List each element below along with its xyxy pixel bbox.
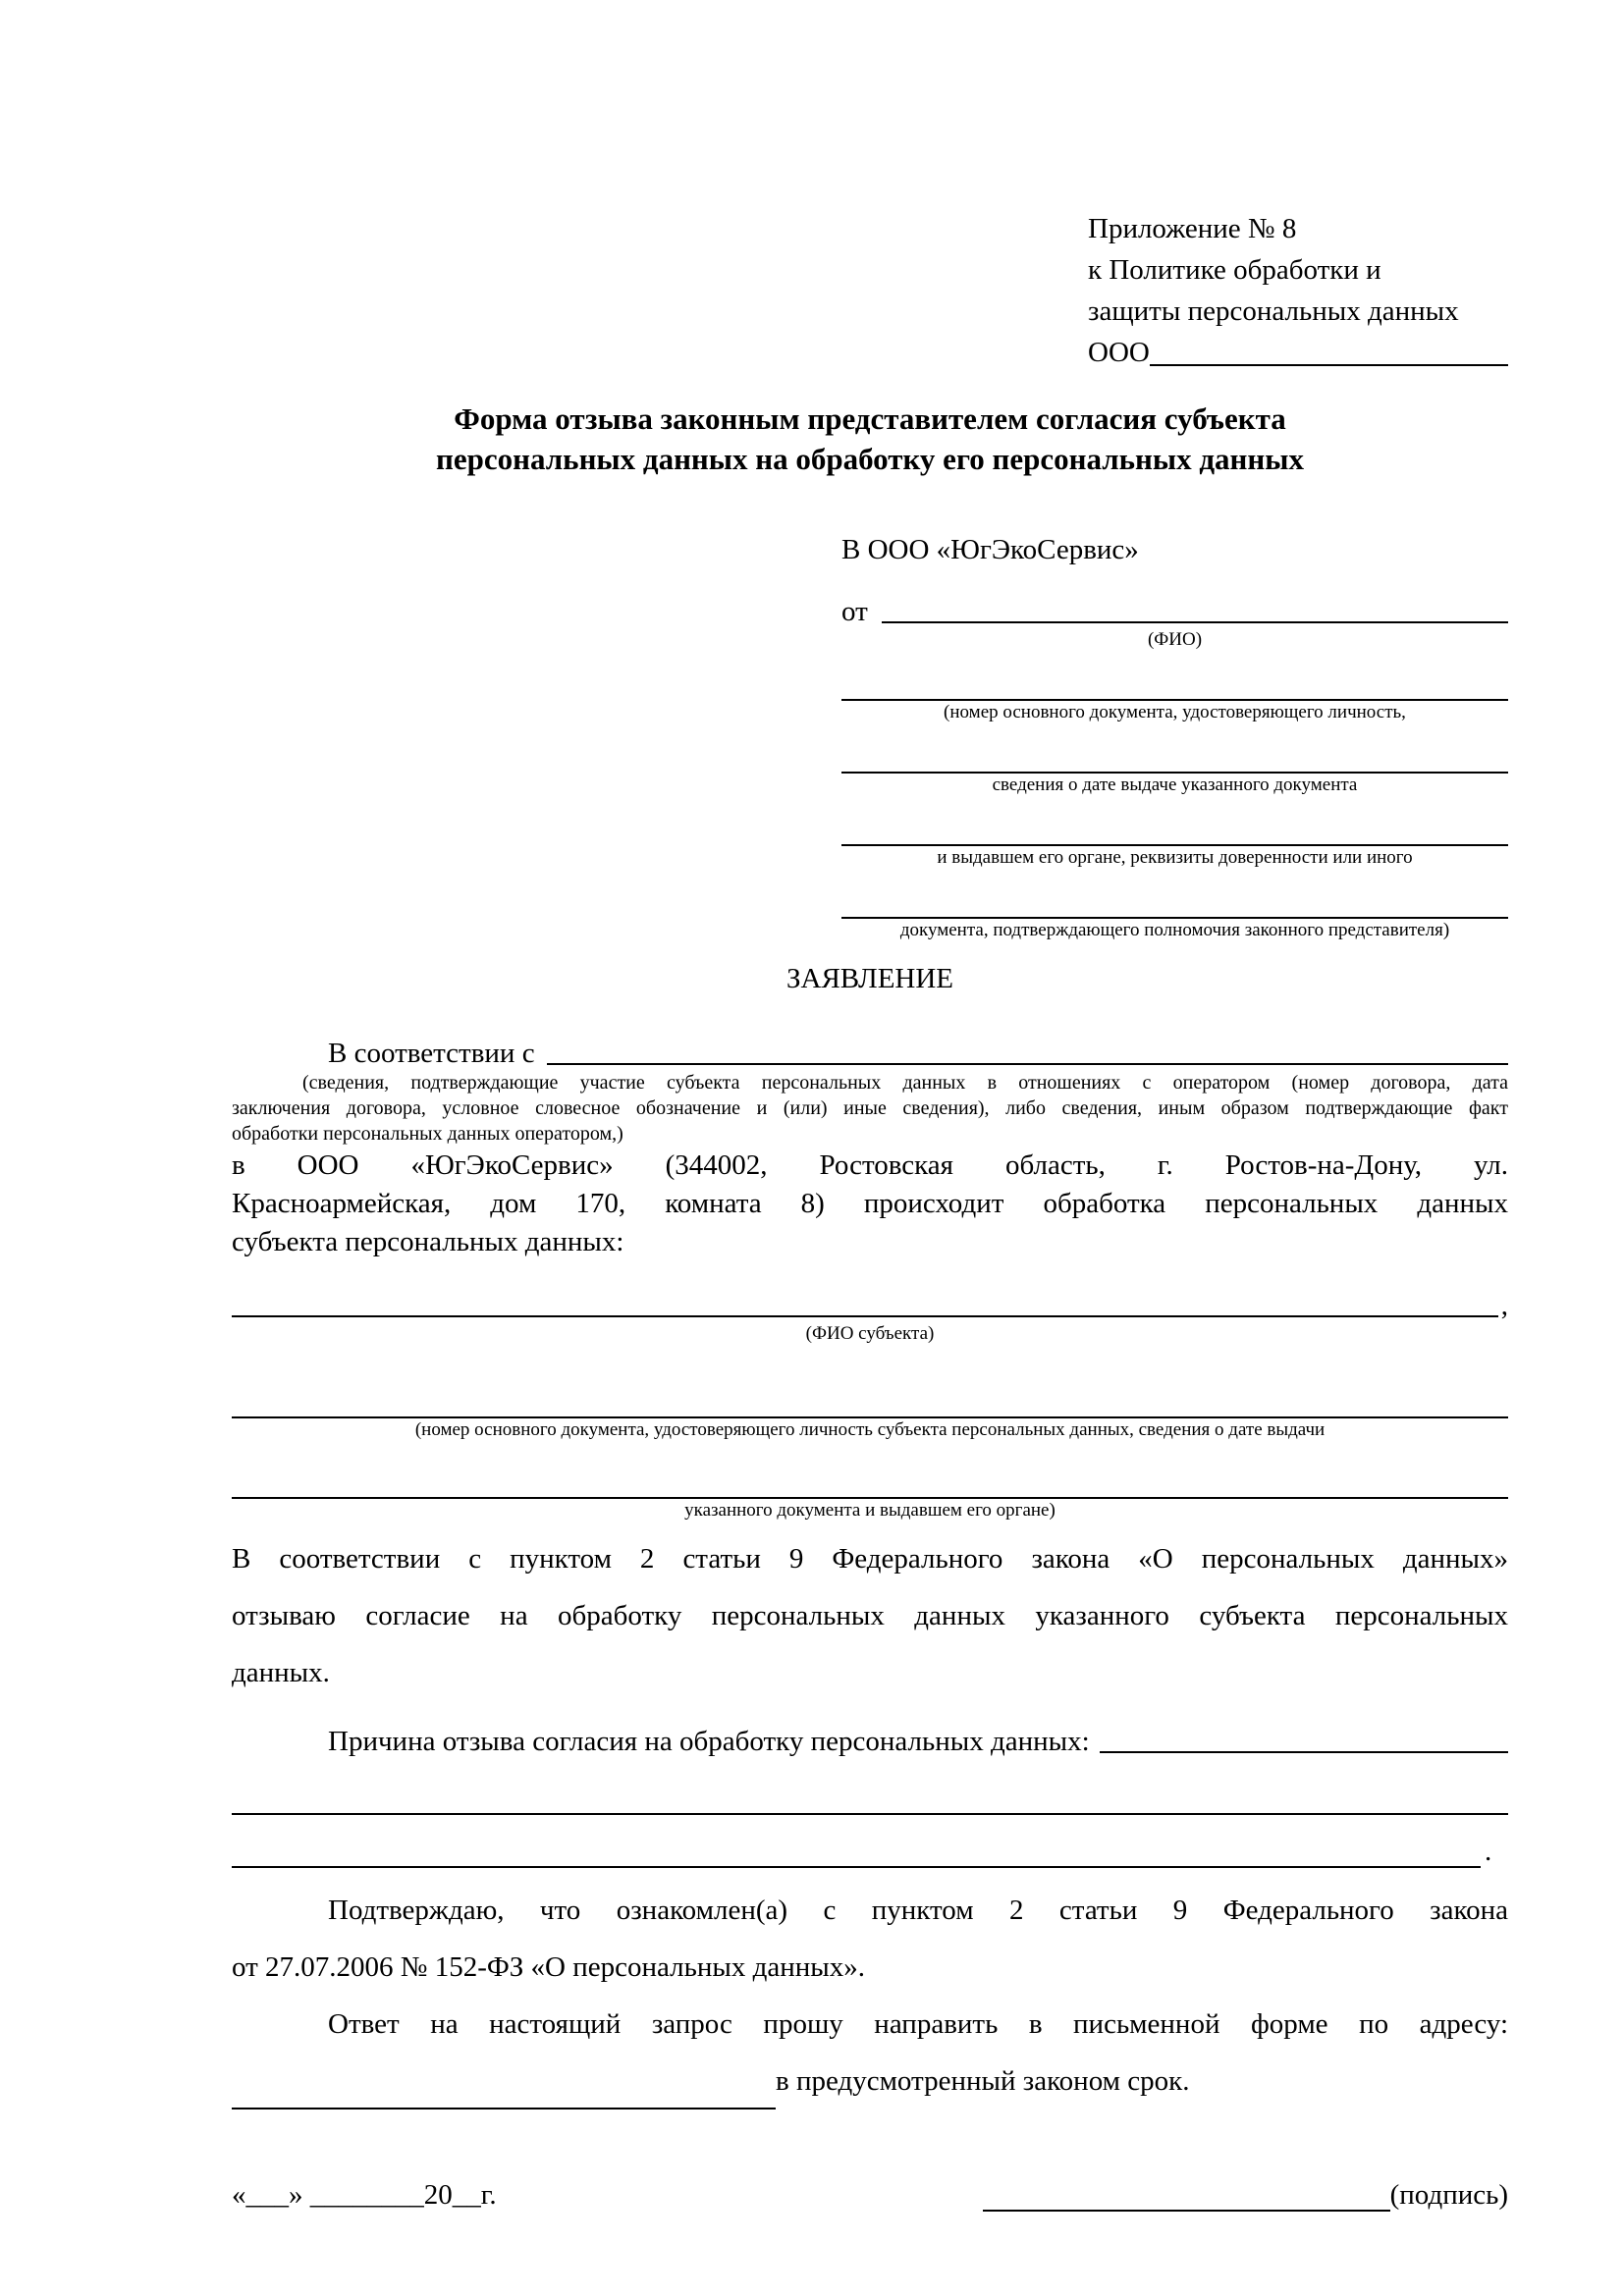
reply-line: Ответ на настоящий запрос прошу направить в письменной форме по адресу: [328, 2008, 1508, 2040]
document-title [232, 399, 1508, 479]
operator-paragraph [232, 1147, 1508, 1261]
representative-doc-field [841, 801, 1508, 870]
basis-caption-line: (сведения, подтверждающие участие субъекта персональных данных в отношениях с оператором (номер договора, дата [302, 1072, 1508, 1094]
representative-doc-field [841, 874, 1508, 942]
reply-address-blank-line [232, 2056, 776, 2109]
reply-suffix: в предусмотренный законом срок. [776, 2065, 1190, 2097]
period: . [1485, 1836, 1492, 1867]
annex-line: защиты персональных данных [1088, 295, 1459, 327]
from-label: от [841, 596, 868, 627]
operator-line: субъекта персональных данных: [232, 1226, 624, 1257]
annex-org-row [1088, 332, 1508, 373]
field-blank-line [232, 1373, 1508, 1418]
withdrawal-paragraph [232, 1530, 1508, 1701]
reply-paragraph [232, 1996, 1508, 2109]
operator-line: Красноармейская, дом 170, комната 8) происходит обработка персональных данных [232, 1188, 1508, 1219]
withdrawal-line: В соответствии с пунктом 2 статьи 9 Федерального закона «О персональных данных» [232, 1543, 1508, 1575]
footer-row [232, 2174, 1508, 2212]
field-blank-line [841, 728, 1508, 774]
annex-block [1088, 208, 1508, 373]
subject-doc-field [232, 1373, 1508, 1442]
from-row [841, 585, 1508, 628]
field-blank-line [841, 656, 1508, 701]
representative-doc-field [841, 656, 1508, 724]
reason-row [232, 1701, 1508, 1758]
field-caption: и выдавшем его органе, реквизиты доверенности или иного [937, 847, 1413, 868]
addressee-to: В ООО «ЮгЭкоСервис» [841, 534, 1139, 565]
subject-fio-caption: (ФИО субъекта) [805, 1323, 935, 1344]
reason-extra-blank-line [232, 1758, 1508, 1815]
signature-blank-line [983, 2174, 1390, 2212]
annex-line: Приложение № 8 [1088, 213, 1297, 244]
reason-extra-blank-line [232, 1813, 1481, 1868]
field-caption: документа, подтверждающего полномочия законного представителя) [899, 920, 1450, 940]
basis-caption-line: заключения договора, условное словесное обозначение и (или) иные сведения), либо сведения, иным образом подтверждающие факт [232, 1097, 1508, 1119]
accordance-row [232, 1027, 1508, 1070]
accordance-prefix: В соответствии с [328, 1038, 535, 1069]
addressee-block [841, 532, 1508, 942]
reason-blank-line [1100, 1751, 1508, 1753]
subject-doc-field [232, 1454, 1508, 1522]
accordance-blank-line [547, 1063, 1508, 1065]
reason-extra-blank-row [232, 1815, 1508, 1868]
field-blank-line [841, 801, 1508, 846]
field-caption: (номер основного документа, удостоверяющего личность субъекта персональных данных, сведения о дате выдачи [414, 1419, 1326, 1440]
annex-line: к Политике обработки и [1088, 254, 1381, 286]
fio-caption: (ФИО) [1147, 629, 1203, 650]
confirmation-paragraph [232, 1882, 1508, 1996]
operator-line: в ООО «ЮгЭкоСервис» (344002, Ростовская область, г. Ростов-на-Дону, ул. [232, 1149, 1508, 1181]
withdrawal-line: данных. [232, 1657, 330, 1688]
subject-name-row [232, 1283, 1508, 1322]
basis-caption [232, 1070, 1508, 1147]
field-caption: указанного документа и выдавшем его органе) [684, 1500, 1056, 1521]
representative-doc-field [841, 728, 1508, 797]
field-blank-line [841, 874, 1508, 919]
comma: , [1500, 1290, 1508, 1321]
reason-label: Причина отзыва согласия на обработку персональных данных: [328, 1726, 1090, 1757]
withdrawal-line: отзываю согласие на обработку персональных данных указанного субъекта персональных [232, 1600, 1508, 1631]
statement-heading: ЗАЯВЛЕНИЕ [785, 963, 954, 994]
field-blank-line [232, 1454, 1508, 1499]
title-line: персональных данных на обработку его персональных данных [436, 442, 1304, 476]
basis-caption-line: обработки персональных данных оператором,) [232, 1123, 623, 1145]
title-line: Форма отзыва законным представителем согласия субъекта [454, 401, 1286, 436]
subject-name-blank-line [232, 1315, 1498, 1317]
org-name-blank-line [1150, 364, 1508, 366]
field-caption: сведения о дате выдаче указанного документа [992, 774, 1358, 795]
reply-address-row [232, 2053, 1508, 2109]
field-caption: (номер основного документа, удостоверяющего личность, [944, 702, 1406, 722]
from-name-blank-line [882, 621, 1508, 623]
document-content [232, 208, 1508, 2212]
signature-caption: (подпись) [1389, 2179, 1508, 2211]
date-line: «___» ________20__г. [232, 2179, 497, 2211]
confirmation-line: Подтверждаю, что ознакомлен(а) с пунктом 2 статьи 9 Федерального закона [328, 1895, 1508, 1926]
confirmation-line: от 27.07.2006 № 152-ФЗ «О персональных данных». [232, 1951, 866, 1983]
org-prefix: ООО [1088, 337, 1150, 368]
signature-block [983, 2174, 1508, 2212]
